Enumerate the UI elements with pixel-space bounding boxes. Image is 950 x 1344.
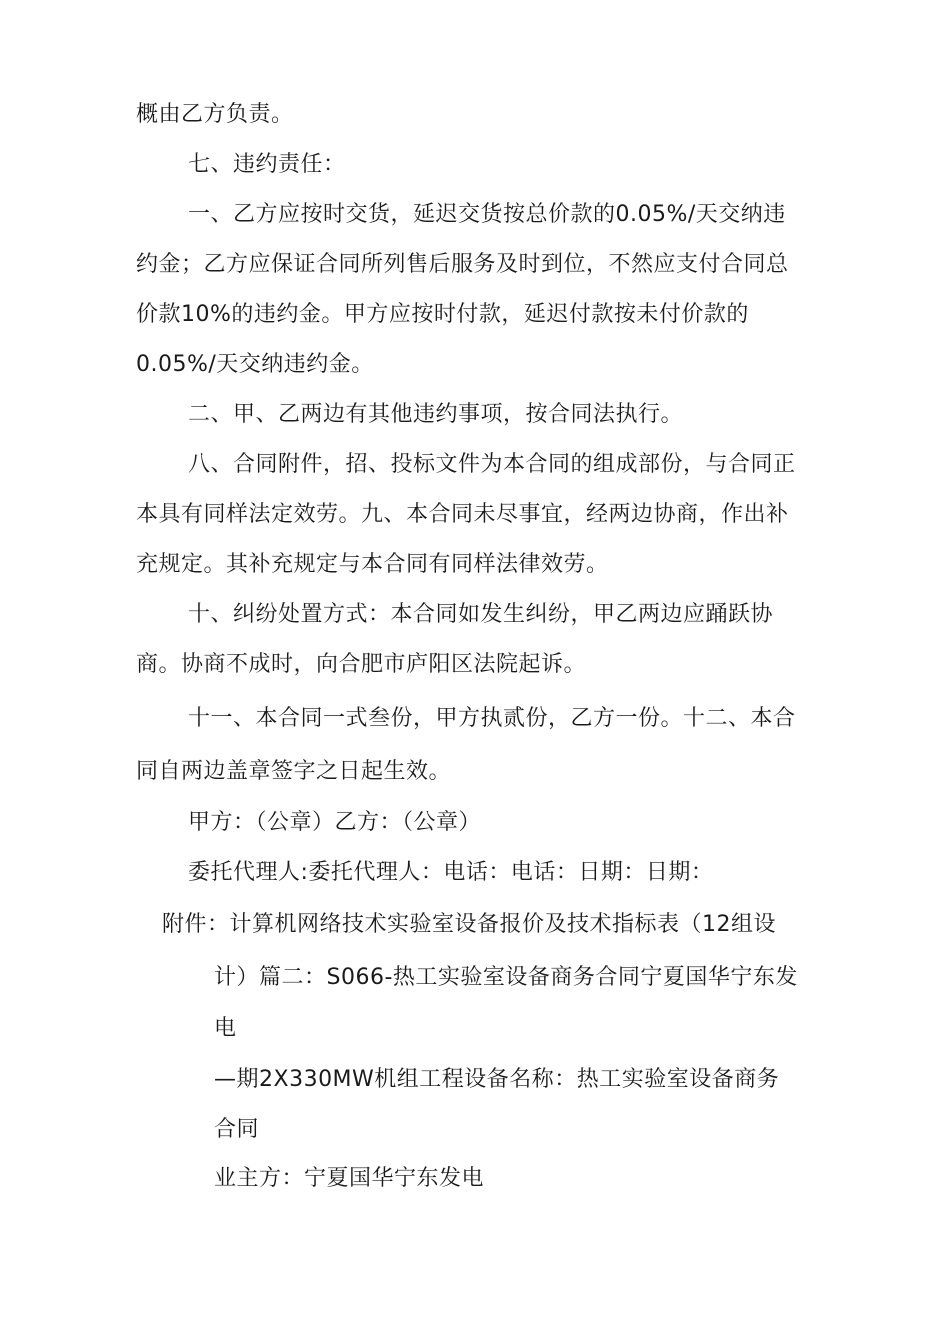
text-line-12: 商。协商不成时，向合肥市庐阳区法院起诉。 <box>136 652 587 677</box>
text-line-3: 一、乙方应按时交货，延迟交货按总价款的0.05%/天交纳违 <box>188 202 786 227</box>
text-line-18: 计）篇二：S066-热工实验室设备商务合同宁夏国华宁东发 <box>214 965 798 990</box>
text-line-7: 二、甲、乙两边有其他违约事项，按合同法执行。 <box>188 402 684 427</box>
text-line-9: 本具有同样法定效劳。九、本合同未尽事宜，经两边协商，作出补 <box>136 502 789 527</box>
text-line-11: 十、纠纷处置方式：本合同如发生纠纷，甲乙两边应踊跃协 <box>188 602 774 627</box>
text-line-10: 充规定。其补充规定与本合同有同样法律效劳。 <box>136 552 609 577</box>
text-line-19: 电 <box>214 1016 237 1041</box>
text-line-8: 八、合同附件，招、投标文件为本合同的组成部份，与合同正 <box>188 452 796 477</box>
text-line-13: 十一、本合同一式叁份，甲方执贰份，乙方一份。十二、本合 <box>188 706 796 731</box>
text-line-4: 约金；乙方应保证合同所列售后服务及时到位，不然应支付合同总 <box>136 252 789 277</box>
text-line-2: 七、违约责任： <box>188 152 346 177</box>
text-line-6: 0.05%/天交纳违约金。 <box>136 352 374 377</box>
text-line-17: 附件：计算机网络技术实验室设备报价及技术指标表（12组设 <box>162 912 776 937</box>
text-line-16: 委托代理人:委托代理人：电话：电话：日期：日期： <box>188 860 714 885</box>
text-line-21: 合同 <box>214 1117 260 1142</box>
text-line-5: 价款10%的违约金。甲方应按时付款，延迟付款按未付价款的 <box>136 302 749 327</box>
text-line-15: 甲方：（公章）乙方：（公章） <box>188 810 482 835</box>
text-line-20: —期2X330MW机组工程设备名称：热工实验室设备商务 <box>214 1067 780 1092</box>
text-line-22: 业主方：宁夏国华宁东发电 <box>214 1166 485 1191</box>
text-line-14: 同自两边盖章签字之日起生效。 <box>136 759 452 784</box>
text-line-1: 概由乙方负责。 <box>136 102 294 127</box>
